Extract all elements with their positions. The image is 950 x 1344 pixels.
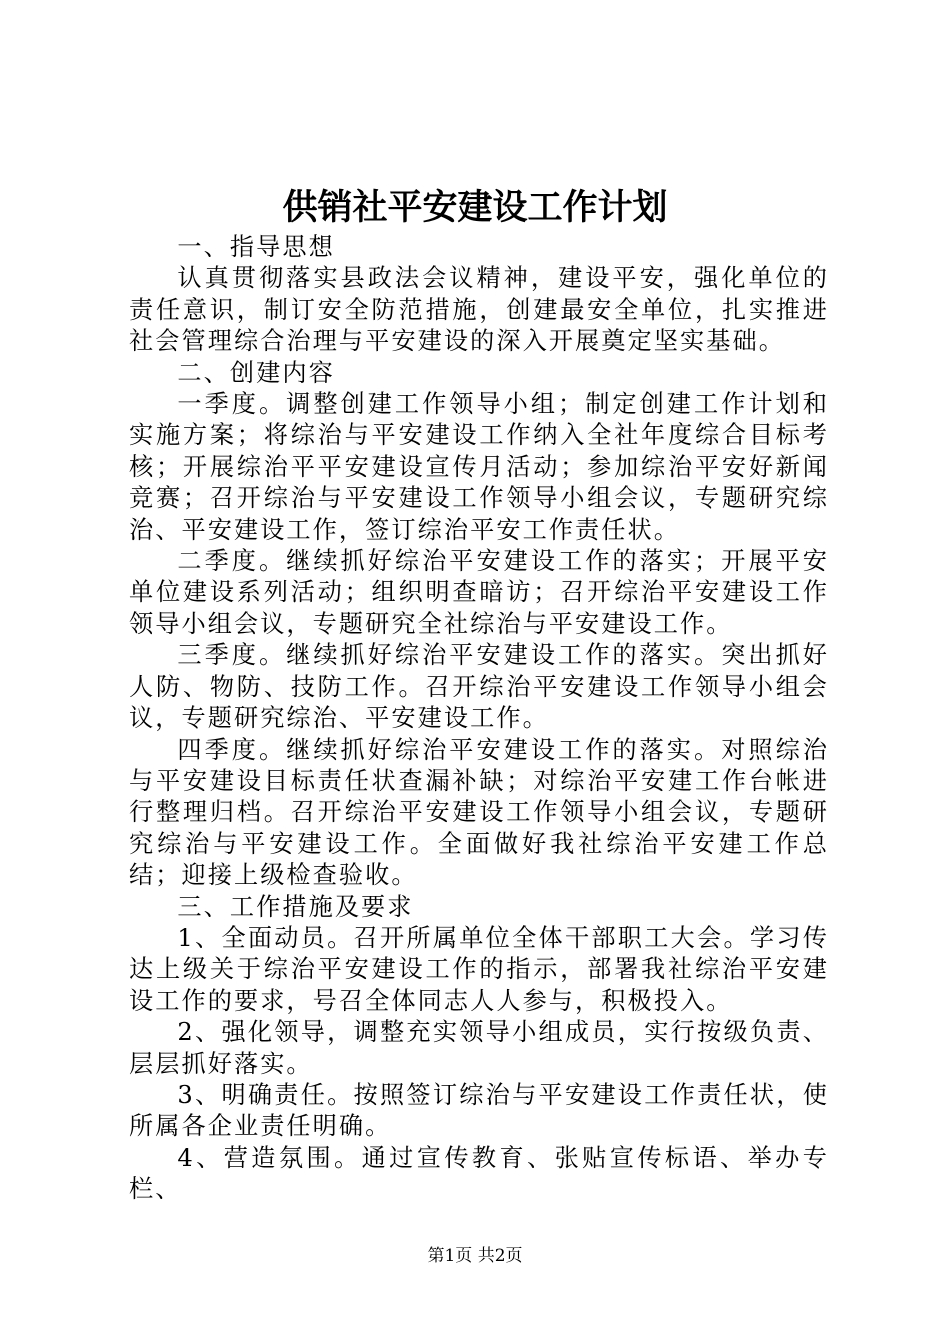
section-heading: 三、工作措施及要求 — [177, 892, 414, 921]
page-footer: 第1页 共2页 — [427, 1246, 523, 1266]
section-heading: 一、指导思想 — [177, 233, 335, 261]
paragraph: 认真贯彻落实县政法会议精神，建设平安，强化单位的责任意识，制订安全防范措施，创建最安全单位，扎实推进社会管理综合治理与平安建设的深入开展奠定坚实基础。 — [129, 264, 829, 356]
paragraph: 四季度。继续抓好综治平安建设工作的落实。对照综治与平安建设目标责任状查漏补缺；对综治平安建工作台帐进行整理归档。召开综治平安建设工作领导小组会议，专题研究综治与平安建设工作。全面做好我社综治平安建工作总结；迎接上级检查验收。 — [129, 735, 829, 890]
paragraph: 二季度。继续抓好综治平安建设工作的落实；开展平安单位建设系列活动；组织明查暗访；召开综治平安建设工作领导小组会议，专题研究全社综治与平安建设工作。 — [129, 547, 829, 638]
paragraph: 1、全面动员。召开所属单位全体干部职工大会。学习传达上级关于综治平安建设工作的指示，部署我社综治平安建设工作的要求，号召全体同志人人参与，积极投入。 — [129, 923, 829, 1015]
paragraph: 4、营造氛围。通过宣传教育、张贴宣传标语、举办专栏、 — [129, 1143, 829, 1204]
paragraph: 2、强化领导，调整充实领导小组成员，实行按级负责、层层抓好落实。 — [129, 1018, 829, 1078]
document-title: 供销社平安建设工作计划 — [282, 187, 668, 228]
document-body — [129, 232, 829, 1206]
paragraph: 三季度。继续抓好综治平安建设工作的落实。突出抓好人防、物防、技防工作。召开综治平安建设工作领导小组会议，专题研究综治、平安建设工作。 — [129, 641, 829, 733]
paragraph: 3、明确责任。按照签订综治与平安建设工作责任状，使所属各企业责任明确。 — [129, 1080, 829, 1141]
paragraph: 一季度。调整创建工作领导小组；制定创建工作计划和实施方案；将综治与平安建设工作纳入全社年度综合目标考核；开展综治平平安建设宣传月活动；参加综治平安好新闻竞赛；召开综治与平安建设工作领导小组会议，专题研究综治、平安建设工作，签订综治平安工作责任状。 — [129, 390, 829, 544]
section-heading: 二、创建内容 — [177, 358, 335, 387]
